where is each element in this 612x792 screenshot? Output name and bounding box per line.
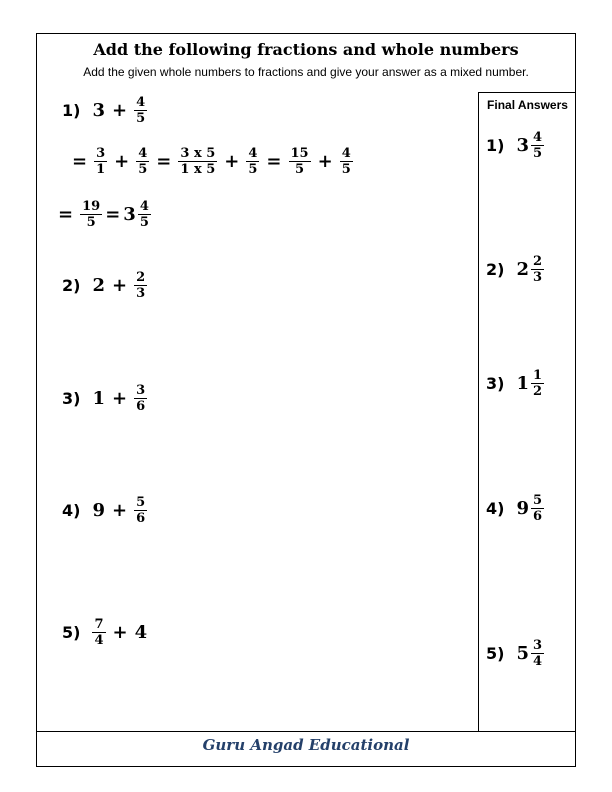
plus-sign: +: [112, 622, 128, 643]
fraction: [92, 617, 105, 648]
denominator: 4: [532, 654, 543, 669]
problem-number: 5): [62, 623, 81, 642]
denominator: 5: [139, 215, 149, 230]
problem-1: [62, 95, 147, 126]
final-answers-header: Final Answers: [487, 98, 568, 112]
whole-number: 5: [516, 643, 529, 664]
equals-sign: =: [58, 204, 74, 225]
whole-number: 1: [92, 388, 105, 409]
fraction: [138, 199, 151, 230]
denominator: 5: [86, 215, 96, 230]
answer-number: 3): [486, 374, 505, 393]
denominator: 5: [138, 162, 148, 177]
problem-2: [62, 270, 147, 301]
answer-3: [486, 368, 544, 399]
answer-1: [486, 130, 544, 161]
fraction: [531, 638, 544, 669]
denominator: 1: [96, 162, 106, 177]
equals-sign: =: [72, 151, 88, 172]
plus-sign: +: [114, 151, 130, 172]
numerator: 4: [532, 130, 543, 145]
whole-number: 3: [123, 204, 136, 225]
whole-number: 4: [134, 622, 148, 643]
equals-sign: =: [156, 151, 172, 172]
numerator: 1: [532, 368, 543, 383]
final-answers-panel: [478, 92, 576, 731]
denominator: 5: [295, 162, 305, 177]
denominator: 4: [94, 633, 104, 648]
fraction: [531, 368, 544, 399]
fraction: [246, 146, 259, 177]
fraction: [136, 146, 149, 177]
footer-divider: [37, 731, 575, 732]
denominator: 3: [136, 286, 146, 301]
whole-number: 2: [92, 275, 105, 296]
problem-number: 1): [62, 101, 81, 120]
answer-number: 4): [486, 499, 505, 518]
denominator: 6: [532, 509, 543, 524]
answer-number: 1): [486, 136, 505, 155]
denominator: 2: [532, 384, 543, 399]
fraction: [134, 270, 147, 301]
page-subtitle: Add the given whole numbers to fractions and give your answer as a mixed number.: [83, 65, 529, 79]
denominator: 3: [532, 270, 543, 285]
numerator: 3: [96, 146, 106, 161]
whole-number: 2: [516, 259, 529, 280]
plus-sign: +: [111, 388, 128, 409]
fraction: [178, 146, 217, 177]
problem-number: 4): [62, 501, 81, 520]
problem-3: [62, 383, 147, 414]
footer-brand: Guru Angad Educational: [202, 736, 410, 754]
numerator: 4: [138, 146, 148, 161]
whole-number: 3: [516, 135, 529, 156]
denominator: 5: [248, 162, 258, 177]
numerator: 5: [136, 495, 146, 510]
fraction: [134, 383, 147, 414]
numerator: 3: [532, 638, 543, 653]
whole-number: 3: [92, 100, 105, 121]
worksheet: [36, 33, 576, 767]
worked-step-1: [72, 146, 353, 177]
fraction: [340, 146, 353, 177]
numerator: 19: [82, 199, 101, 214]
problem-5: [62, 617, 147, 648]
numerator: 3: [136, 383, 146, 398]
problem-4: [62, 495, 147, 526]
fraction: [94, 146, 107, 177]
fraction: [134, 95, 147, 126]
numerator: 3 x 5: [180, 146, 216, 161]
fraction: [531, 254, 544, 285]
whole-number: 9: [516, 498, 529, 519]
numerator: 15: [290, 146, 309, 161]
answer-number: 5): [486, 644, 505, 663]
answer-2: [486, 254, 544, 285]
numerator: 4: [341, 146, 351, 161]
numerator: 4: [136, 95, 146, 110]
answer-5: [486, 638, 544, 669]
answer-4: [486, 493, 544, 524]
numerator: 4: [248, 146, 258, 161]
problem-number: 3): [62, 389, 81, 408]
denominator: 1 x 5: [180, 162, 216, 177]
denominator: 6: [136, 511, 146, 526]
numerator: 7: [94, 617, 104, 632]
plus-sign: +: [111, 100, 128, 121]
fraction: [531, 130, 544, 161]
numerator: 2: [532, 254, 543, 269]
denominator: 5: [136, 111, 146, 126]
equals-sign: =: [105, 204, 121, 225]
worked-step-2: [58, 199, 151, 230]
problem-number: 2): [62, 276, 81, 295]
denominator: 5: [532, 146, 543, 161]
fraction: [289, 146, 311, 177]
denominator: 5: [341, 162, 351, 177]
fraction: [134, 495, 147, 526]
numerator: 2: [136, 270, 146, 285]
answer-number: 2): [486, 260, 505, 279]
whole-number: 9: [92, 500, 105, 521]
denominator: 6: [136, 399, 146, 414]
page-title: Add the following fractions and whole numbers: [93, 40, 519, 59]
fraction: [80, 199, 102, 230]
plus-sign: +: [224, 151, 240, 172]
numerator: 5: [532, 493, 543, 508]
equals-sign: =: [266, 151, 282, 172]
plus-sign: +: [111, 275, 128, 296]
fraction: [531, 493, 544, 524]
numerator: 4: [139, 199, 149, 214]
whole-number: 1: [516, 373, 529, 394]
plus-sign: +: [111, 500, 128, 521]
plus-sign: +: [317, 151, 333, 172]
